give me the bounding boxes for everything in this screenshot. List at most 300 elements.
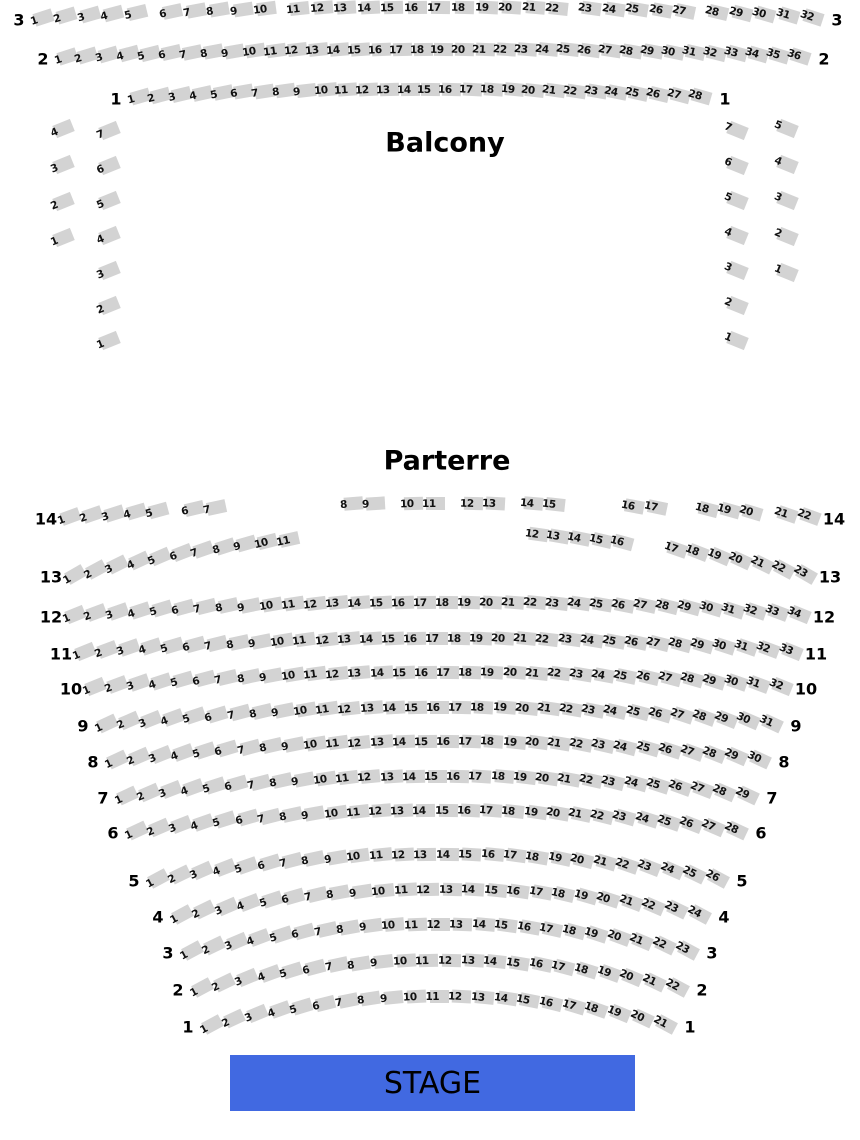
seat[interactable] bbox=[536, 701, 561, 717]
seat[interactable] bbox=[197, 1014, 224, 1037]
seat[interactable] bbox=[482, 954, 506, 969]
seat[interactable] bbox=[434, 595, 458, 609]
seat[interactable] bbox=[265, 1000, 291, 1021]
seat[interactable] bbox=[568, 851, 595, 869]
seat[interactable] bbox=[489, 770, 514, 785]
seat[interactable] bbox=[94, 295, 120, 317]
seat[interactable] bbox=[427, 0, 450, 14]
seat[interactable] bbox=[345, 804, 369, 820]
seat[interactable] bbox=[704, 4, 730, 21]
seat[interactable] bbox=[277, 852, 304, 871]
seat[interactable] bbox=[467, 769, 492, 783]
seat[interactable] bbox=[609, 533, 635, 551]
seat[interactable] bbox=[391, 734, 415, 749]
seat[interactable] bbox=[292, 701, 317, 719]
seat[interactable] bbox=[774, 6, 800, 25]
seat[interactable] bbox=[199, 936, 226, 958]
seat[interactable] bbox=[332, 0, 357, 15]
seat[interactable] bbox=[617, 967, 644, 987]
seat[interactable] bbox=[269, 702, 295, 720]
seat[interactable] bbox=[572, 961, 598, 979]
seat[interactable] bbox=[233, 856, 258, 876]
seat[interactable] bbox=[767, 675, 793, 695]
seat[interactable] bbox=[460, 953, 484, 968]
seat[interactable] bbox=[278, 806, 303, 824]
seat[interactable] bbox=[504, 955, 530, 971]
seat[interactable] bbox=[346, 665, 371, 681]
seat[interactable] bbox=[346, 955, 371, 972]
seat-number: 5 bbox=[146, 554, 158, 568]
seat[interactable] bbox=[447, 700, 471, 714]
seat[interactable] bbox=[413, 734, 437, 748]
seat[interactable] bbox=[48, 118, 74, 140]
seat[interactable] bbox=[772, 153, 798, 173]
seat[interactable] bbox=[527, 956, 552, 974]
seat[interactable] bbox=[425, 632, 448, 645]
seat[interactable] bbox=[290, 923, 316, 942]
seat[interactable] bbox=[438, 882, 462, 896]
seat[interactable] bbox=[595, 963, 621, 983]
seat[interactable] bbox=[538, 921, 563, 938]
seat[interactable] bbox=[245, 928, 270, 949]
seat[interactable] bbox=[75, 6, 101, 25]
seat[interactable] bbox=[612, 668, 637, 685]
seat[interactable] bbox=[435, 665, 459, 679]
seat[interactable] bbox=[412, 803, 435, 817]
seat[interactable] bbox=[359, 700, 383, 716]
seat-number: 31 bbox=[744, 674, 762, 691]
seat[interactable] bbox=[213, 740, 239, 759]
seat[interactable] bbox=[513, 701, 538, 716]
seat[interactable] bbox=[302, 666, 327, 683]
seat[interactable] bbox=[300, 850, 325, 868]
seat[interactable] bbox=[309, 0, 333, 16]
seat[interactable] bbox=[402, 989, 426, 1004]
seat[interactable] bbox=[524, 735, 549, 750]
seat[interactable] bbox=[521, 0, 545, 15]
seat[interactable] bbox=[356, 770, 381, 785]
seat[interactable] bbox=[413, 847, 436, 861]
seat[interactable] bbox=[500, 804, 525, 819]
seat[interactable] bbox=[600, 773, 626, 791]
seat[interactable] bbox=[722, 819, 749, 840]
seat[interactable] bbox=[600, 1, 626, 17]
seat[interactable] bbox=[369, 665, 393, 680]
seat-number: 19 bbox=[468, 632, 484, 645]
seat[interactable] bbox=[722, 224, 748, 244]
seat[interactable] bbox=[479, 848, 504, 863]
seat[interactable] bbox=[424, 770, 447, 783]
seat-number: 5 bbox=[122, 8, 133, 23]
seat[interactable] bbox=[322, 804, 348, 821]
seat[interactable] bbox=[722, 189, 748, 209]
seat[interactable] bbox=[511, 770, 536, 785]
seat[interactable] bbox=[546, 666, 571, 681]
seat[interactable] bbox=[346, 595, 371, 611]
seat[interactable] bbox=[94, 155, 120, 177]
seat[interactable] bbox=[278, 961, 304, 981]
seat[interactable] bbox=[502, 665, 526, 680]
seat[interactable] bbox=[772, 225, 798, 245]
seat[interactable] bbox=[519, 497, 543, 512]
seat[interactable] bbox=[560, 922, 586, 941]
seat[interactable] bbox=[478, 595, 503, 609]
seat[interactable] bbox=[393, 882, 417, 897]
seat[interactable] bbox=[257, 737, 282, 756]
seat[interactable] bbox=[541, 497, 565, 512]
seat[interactable] bbox=[247, 703, 272, 721]
seat[interactable] bbox=[745, 748, 772, 769]
seat[interactable] bbox=[379, 769, 403, 784]
seat-number: 19 bbox=[480, 666, 495, 679]
seat-number: 26 bbox=[622, 633, 639, 649]
seat[interactable] bbox=[456, 803, 481, 817]
seat[interactable] bbox=[549, 958, 576, 976]
seat[interactable] bbox=[469, 700, 494, 714]
seat[interactable] bbox=[323, 957, 348, 975]
seat[interactable] bbox=[434, 803, 458, 817]
seat[interactable] bbox=[737, 503, 763, 521]
seat[interactable] bbox=[392, 953, 416, 968]
seat[interactable] bbox=[722, 259, 748, 279]
seat[interactable] bbox=[785, 46, 811, 65]
seat[interactable] bbox=[403, 700, 427, 714]
seat[interactable] bbox=[505, 883, 530, 899]
seat[interactable] bbox=[751, 5, 777, 24]
seat[interactable] bbox=[94, 330, 120, 352]
seat[interactable] bbox=[28, 8, 54, 28]
seat[interactable] bbox=[722, 154, 748, 174]
seat-number: 29 bbox=[638, 43, 655, 58]
seat[interactable] bbox=[380, 631, 405, 646]
seat[interactable] bbox=[267, 925, 293, 945]
seat[interactable] bbox=[99, 5, 125, 24]
seat[interactable] bbox=[274, 531, 300, 549]
seat[interactable] bbox=[458, 665, 481, 679]
seat[interactable] bbox=[346, 735, 371, 750]
seat[interactable] bbox=[280, 888, 306, 907]
seat[interactable] bbox=[582, 1000, 609, 1019]
seat[interactable] bbox=[527, 884, 553, 901]
seat[interactable] bbox=[235, 738, 261, 757]
seat[interactable] bbox=[798, 7, 824, 26]
seat[interactable] bbox=[242, 1004, 269, 1026]
seat[interactable] bbox=[447, 989, 472, 1003]
seat[interactable] bbox=[143, 868, 170, 891]
seat[interactable] bbox=[290, 771, 315, 789]
seat[interactable] bbox=[757, 712, 784, 733]
seat[interactable] bbox=[94, 225, 120, 247]
seat[interactable] bbox=[220, 1009, 246, 1031]
seat[interactable] bbox=[94, 260, 120, 282]
seat[interactable] bbox=[422, 496, 445, 510]
seat[interactable] bbox=[48, 155, 74, 176]
seat[interactable] bbox=[550, 886, 575, 903]
seat[interactable] bbox=[388, 42, 411, 56]
seat[interactable] bbox=[368, 595, 393, 610]
seat[interactable] bbox=[280, 736, 305, 754]
seat[interactable] bbox=[680, 863, 707, 884]
seat[interactable] bbox=[234, 893, 260, 914]
seat[interactable] bbox=[450, 0, 474, 14]
seat[interactable] bbox=[403, 0, 427, 14]
seat[interactable] bbox=[686, 86, 712, 105]
seat[interactable] bbox=[255, 808, 282, 826]
seat[interactable] bbox=[370, 883, 395, 899]
seat[interactable] bbox=[134, 783, 161, 804]
seat[interactable] bbox=[416, 882, 439, 896]
seat[interactable] bbox=[48, 228, 74, 249]
seat[interactable] bbox=[257, 667, 283, 685]
seat[interactable] bbox=[413, 665, 437, 679]
seat[interactable] bbox=[345, 848, 370, 865]
seat[interactable] bbox=[703, 866, 730, 888]
seat[interactable] bbox=[167, 904, 194, 927]
seat[interactable] bbox=[456, 595, 480, 609]
seat[interactable] bbox=[300, 805, 325, 823]
seat[interactable] bbox=[325, 885, 350, 902]
seat[interactable] bbox=[361, 496, 386, 511]
seat[interactable] bbox=[481, 496, 506, 510]
seat[interactable] bbox=[399, 496, 423, 510]
seat[interactable] bbox=[515, 919, 541, 935]
seat[interactable] bbox=[425, 990, 449, 1003]
seat[interactable] bbox=[493, 918, 518, 933]
seat[interactable] bbox=[501, 735, 526, 750]
seat[interactable] bbox=[791, 562, 818, 585]
seat[interactable] bbox=[642, 499, 668, 516]
seat[interactable] bbox=[255, 964, 281, 985]
seat[interactable] bbox=[624, 2, 649, 18]
seat[interactable] bbox=[628, 1007, 655, 1029]
seat[interactable] bbox=[158, 3, 183, 21]
seat[interactable] bbox=[358, 631, 382, 646]
seat[interactable] bbox=[733, 784, 760, 805]
seat[interactable] bbox=[94, 120, 120, 142]
seat[interactable] bbox=[390, 595, 414, 610]
seat[interactable] bbox=[524, 666, 548, 681]
seat[interactable] bbox=[165, 864, 192, 887]
seat[interactable] bbox=[544, 596, 569, 611]
seat[interactable] bbox=[727, 4, 754, 22]
seat-number: 6 bbox=[167, 550, 179, 564]
seat[interactable] bbox=[179, 500, 204, 519]
seat[interactable] bbox=[379, 990, 404, 1005]
seat[interactable] bbox=[651, 1012, 678, 1034]
seat[interactable] bbox=[534, 770, 559, 787]
seat[interactable] bbox=[591, 853, 617, 872]
seat[interactable] bbox=[212, 896, 239, 918]
seat[interactable] bbox=[235, 668, 260, 686]
seat-number: 24 bbox=[578, 632, 595, 647]
seat[interactable] bbox=[389, 803, 414, 818]
seat[interactable] bbox=[213, 669, 239, 687]
seat[interactable] bbox=[201, 499, 227, 517]
seat[interactable] bbox=[222, 932, 249, 953]
seat-number: 10 bbox=[402, 990, 417, 1004]
seat[interactable] bbox=[412, 595, 436, 609]
seat[interactable] bbox=[369, 734, 393, 750]
seat[interactable] bbox=[122, 4, 148, 23]
seat[interactable] bbox=[228, 1, 254, 18]
seat[interactable] bbox=[772, 189, 798, 209]
seat[interactable] bbox=[356, 0, 381, 15]
seat[interactable] bbox=[650, 934, 677, 956]
seat[interactable] bbox=[369, 954, 393, 970]
seat[interactable] bbox=[380, 918, 405, 933]
seat[interactable] bbox=[537, 994, 564, 1011]
seat[interactable] bbox=[232, 968, 259, 989]
seat[interactable] bbox=[474, 0, 498, 14]
seat[interactable] bbox=[446, 631, 470, 645]
seat[interactable] bbox=[415, 953, 438, 967]
seat[interactable] bbox=[300, 959, 326, 978]
seat[interactable] bbox=[188, 861, 214, 883]
seat[interactable] bbox=[524, 849, 549, 865]
seat[interactable] bbox=[445, 769, 469, 783]
seat[interactable] bbox=[339, 496, 364, 512]
seat[interactable] bbox=[634, 668, 660, 686]
seat[interactable] bbox=[252, 1, 277, 17]
seat[interactable] bbox=[403, 917, 428, 932]
seat[interactable] bbox=[285, 1, 310, 16]
seat[interactable] bbox=[210, 972, 236, 994]
seat[interactable] bbox=[699, 816, 726, 836]
seat[interactable] bbox=[457, 847, 482, 861]
seat[interactable] bbox=[380, 0, 403, 14]
seat[interactable] bbox=[491, 700, 516, 715]
seat[interactable] bbox=[257, 890, 283, 911]
seat[interactable] bbox=[595, 890, 621, 908]
seat[interactable] bbox=[288, 997, 314, 1017]
seat[interactable] bbox=[267, 772, 293, 791]
seat[interactable] bbox=[52, 7, 78, 26]
seat[interactable] bbox=[181, 2, 206, 20]
seat[interactable] bbox=[189, 900, 216, 922]
seat[interactable] bbox=[722, 329, 748, 349]
seat[interactable] bbox=[324, 735, 349, 751]
seat[interactable] bbox=[602, 703, 627, 720]
seat[interactable] bbox=[662, 899, 689, 920]
seat[interactable] bbox=[358, 918, 383, 935]
seat[interactable] bbox=[391, 665, 415, 680]
seat[interactable] bbox=[255, 854, 281, 873]
seat[interactable] bbox=[468, 631, 493, 645]
seat[interactable] bbox=[560, 996, 586, 1015]
seat[interactable] bbox=[368, 848, 392, 863]
seat[interactable] bbox=[426, 918, 450, 931]
seat[interactable] bbox=[367, 803, 391, 819]
seat[interactable] bbox=[435, 847, 459, 861]
seat[interactable] bbox=[211, 811, 237, 831]
seat[interactable] bbox=[381, 700, 405, 715]
seat-number: 14 bbox=[401, 770, 416, 784]
seat[interactable] bbox=[671, 3, 696, 20]
seat[interactable] bbox=[777, 640, 803, 660]
seat[interactable] bbox=[577, 1, 602, 16]
seat[interactable] bbox=[772, 117, 798, 137]
seat[interactable] bbox=[435, 734, 459, 748]
seat[interactable] bbox=[673, 938, 700, 960]
seat[interactable] bbox=[205, 2, 230, 19]
seat[interactable] bbox=[582, 925, 609, 943]
seat[interactable] bbox=[785, 603, 811, 623]
seat[interactable] bbox=[336, 701, 361, 717]
seat[interactable] bbox=[605, 1003, 632, 1023]
seat[interactable] bbox=[335, 919, 360, 937]
seat[interactable] bbox=[546, 850, 572, 867]
seat[interactable] bbox=[144, 502, 170, 521]
seat[interactable] bbox=[401, 769, 425, 784]
seat[interactable] bbox=[627, 931, 655, 951]
seat[interactable] bbox=[470, 990, 494, 1005]
seat[interactable] bbox=[203, 705, 229, 725]
seat[interactable] bbox=[578, 632, 604, 648]
seat[interactable] bbox=[210, 858, 236, 879]
seat[interactable] bbox=[177, 940, 204, 963]
seat[interactable] bbox=[772, 261, 798, 281]
seat[interactable] bbox=[480, 665, 504, 679]
seat[interactable] bbox=[522, 804, 548, 820]
seat[interactable] bbox=[471, 918, 495, 933]
seat[interactable] bbox=[348, 883, 373, 900]
seat[interactable] bbox=[448, 917, 473, 931]
seat[interactable] bbox=[722, 294, 748, 314]
seat[interactable] bbox=[663, 975, 690, 997]
seat[interactable] bbox=[426, 701, 449, 714]
seat[interactable] bbox=[336, 631, 360, 647]
seat-number: 20 bbox=[605, 927, 623, 944]
seat-number: 26 bbox=[677, 814, 695, 831]
seat[interactable] bbox=[534, 632, 559, 647]
seat[interactable] bbox=[187, 977, 214, 1000]
seat[interactable] bbox=[795, 506, 821, 526]
seat-number: 13 bbox=[359, 702, 374, 716]
seat[interactable] bbox=[544, 1, 569, 16]
seat[interactable] bbox=[685, 902, 712, 924]
seat[interactable] bbox=[94, 190, 120, 212]
seat[interactable] bbox=[313, 632, 338, 648]
seat[interactable] bbox=[647, 2, 673, 19]
seat[interactable] bbox=[314, 701, 339, 718]
seat[interactable] bbox=[624, 703, 650, 721]
seat[interactable] bbox=[497, 0, 522, 14]
seat[interactable] bbox=[291, 632, 317, 649]
seat[interactable] bbox=[245, 774, 271, 792]
seat[interactable] bbox=[223, 775, 249, 794]
seat[interactable] bbox=[437, 953, 461, 967]
seat[interactable] bbox=[544, 805, 570, 821]
seat[interactable] bbox=[620, 498, 645, 514]
seat[interactable] bbox=[390, 847, 415, 862]
seat[interactable] bbox=[640, 971, 667, 992]
seat[interactable] bbox=[48, 191, 74, 213]
seat[interactable] bbox=[459, 496, 483, 510]
seat[interactable] bbox=[225, 704, 251, 723]
seat[interactable] bbox=[565, 596, 591, 612]
seat[interactable] bbox=[402, 631, 426, 645]
seat[interactable] bbox=[587, 596, 613, 612]
seat[interactable] bbox=[479, 734, 504, 749]
seat[interactable] bbox=[500, 595, 524, 610]
seat[interactable] bbox=[611, 808, 637, 827]
seat[interactable] bbox=[600, 633, 626, 649]
seat[interactable] bbox=[233, 809, 259, 828]
seat[interactable] bbox=[356, 991, 382, 1007]
seat[interactable] bbox=[722, 119, 748, 139]
seat[interactable] bbox=[460, 882, 485, 896]
seat[interactable] bbox=[556, 632, 582, 648]
